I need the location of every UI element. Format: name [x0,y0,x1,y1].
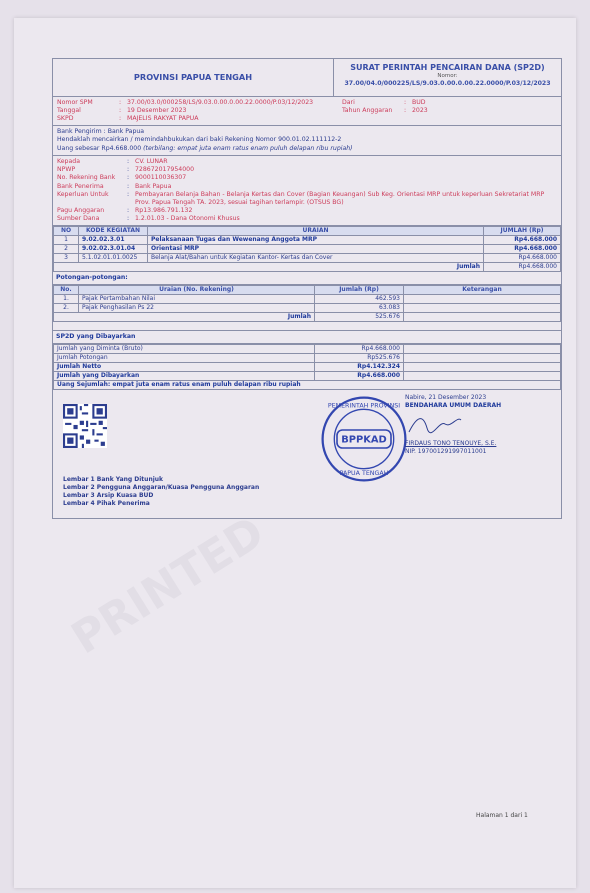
cell-jumlah: 63.083 [315,303,404,312]
recipient-pagu: Pagu Anggaran : Rp13.986.791.132 [57,207,557,215]
cell-jumlah: 462.593 [315,294,404,303]
table-row [54,362,561,371]
col-jumlah: JUMLAH (Rp) [484,227,561,236]
cell-uraian: Pajak Pertambahan Nilai [79,294,315,303]
table-row [54,236,561,245]
page-number: Halaman 1 dari 1 [476,812,528,819]
cell-kode: 9.02.02.3.01 [79,236,148,245]
table-header-row [54,227,561,236]
table-row [54,294,561,303]
meta-label: Tahun Anggaran [342,107,393,114]
cell-label: Jumlah yang Dibayarkan [54,371,315,380]
table-row [54,371,561,380]
lembar-list [63,476,259,508]
field-value: Bank Papua [135,182,172,190]
col-uraian: Uraian (No. Rekening) [79,285,315,294]
kegiatan-table [53,226,561,272]
recipient-keperluan: Keperluan Untuk : Pembayaran Belanja Bahan - Belanja Kertas dan Cover (Bagian Keuangan) Sub Keg. Orientasi MRP untuk keperluan Sekretariat MRP Prov. Papua Tengah TA. 2023, sesuai tagihan terlampir. (OTSUS BG) [57,191,557,207]
spacer [53,322,561,331]
recipient-bank: Bank Penerima : Bank Papua [57,183,557,191]
cell-uraian: Belanja Alat/Bahan untuk Kegiatan Kantor- Kertas dan Cover [148,254,484,263]
cell-label: Jumlah Potongan [54,353,315,362]
sejumlah-text: Uang Sejumlah: empat juta enam ratus enam puluh delapan ribu rupiah [54,380,561,389]
cell-keterangan [404,303,561,312]
document-header [53,59,561,97]
meta-value: 2023 [412,107,428,114]
total-value: Rp4.668.000 [484,263,561,272]
col-no: NO [54,227,79,236]
sp2d-table [53,344,561,390]
cell-empty [404,371,561,380]
recipient-npwp: NPWP : 728672017954000 [57,166,557,174]
col-no: No. [54,285,79,294]
lembar-item: Lembar 4 Pihak Penerima [63,499,150,507]
stamp-center-text: BPPKAD [341,434,387,446]
total-label: Jumlah [54,263,484,272]
cell-uraian: Pelaksanaan Tugas dan Wewenang Anggota MRP [148,236,484,245]
field-label: No. Rekening Bank [57,174,116,182]
meta-value: MAJELIS RAKYAT PAPUA [127,115,199,122]
meta-block [53,97,561,126]
cell-jumlah: Rp4.668.000 [484,236,561,245]
sign-name: FIRDAUS TONO TENOUYE, S.E. [405,440,497,448]
col-jumlah: Jumlah (Rp) [315,285,404,294]
field-value: CV. LUNAR [135,157,168,165]
field-label: NPWP [57,166,76,174]
qr-code [63,404,107,448]
meta-skpd: SKPD : MAJELIS RAKYAT PAPUA [57,115,199,122]
table-total-row [54,312,561,321]
recipient-block [53,156,561,226]
cell-keterangan [404,294,561,303]
cell-empty [404,344,561,353]
meta-label: Dari [342,99,355,106]
field-value: 1.2.01.03 - Dana Otonomi Khusus [135,214,240,222]
cell-no: 1 [54,236,79,245]
table-row [54,380,561,389]
table-total-row [54,263,561,272]
cell-keterangan [404,312,561,321]
cell-uraian: Pajak Penghasilan Ps 22 [79,303,315,312]
meta-tahun: Tahun Anggaran : 2023 [342,107,428,114]
col-uraian: URAIAN [148,227,484,236]
sign-role: BENDAHARA UMUM DAERAH [405,401,502,409]
cell-label: Jumlah yang Diminta (Bruto) [54,344,315,353]
meta-tanggal: Tanggal : 19 Desember 2023 [57,107,187,114]
stamp-top-text: PEMERINTAH PROVINSI [327,402,401,410]
table-row [54,254,561,263]
amount-label: Uang sebesar Rp4.668.000 [57,144,142,152]
bank-instruction [53,126,561,156]
table-header-row [54,285,561,294]
recipient-sumber: Sumber Dana : 1.2.01.03 - Dana Otonomi Khusus [57,215,557,223]
col-keterangan: Keterangan [404,285,561,294]
meta-dari: Dari : BUD [342,99,426,106]
field-label: Bank Penerima [57,182,104,190]
stamp-bottom-text: PAPUA TENGAH [339,469,389,477]
cell-no: 2. [54,303,79,312]
meta-label: Nomor SPM [57,99,93,106]
field-label: Pagu Anggaran [57,206,105,214]
potongan-title: Potongan-potongan: [53,272,561,285]
total-label: Jumlah [54,312,315,321]
bank-amount [57,145,557,153]
total-value: 525.676 [315,312,404,321]
nomor-label: Nomor: [437,73,458,79]
cell-jumlah: Rp4.668.000 [484,254,561,263]
official-stamp [319,394,409,484]
nomor-value: 37.00/04.0/000225/LS/9.03.0.00.0.00.22.0000/P.03/12/2023 [344,79,551,87]
field-label: Sumber Dana [57,214,100,222]
table-row [54,303,561,312]
table-row [54,245,561,254]
doc-title: SURAT PERINTAH PENCAIRAN DANA (SP2D) [350,63,545,72]
col-kode: KODE KEGIATAN [79,227,148,236]
lembar-item: Lembar 1 Bank Yang Ditunjuk [63,475,164,483]
sign-nip: NIP. 197001291997011001 [405,448,487,456]
cell-jumlah: Rp4.668.000 [484,245,561,254]
cell-label: Jumlah Netto [54,362,315,371]
sp2d-title: SP2D yang Dibayarkan [53,331,561,344]
cell-no: 3 [54,254,79,263]
recipient-kepada: Kepada : CV. LUNAR [57,158,557,166]
meta-value: 37.00/03.0/000258/LS/9.03.0.00.0.00.22.0000/P.03/12/2023 [127,99,314,106]
cell-value: Rp4.668.000 [315,344,404,353]
recipient-rekening: No. Rekening Bank : 9000110036307 [57,174,557,182]
sign-place-date: Nabire, 21 Desember 2023 [405,393,487,401]
meta-nomor-spm: Nomor SPM : 37.00/03.0/000258/LS/9.03.0.00.0.00.22.0000/P.03/12/2023 [57,99,314,106]
sp2d-document [52,58,562,519]
cell-value: Rp4.668.000 [315,371,404,380]
meta-label: SKPD [57,115,74,122]
cell-value: Rp4.142.324 [315,362,404,371]
table-row [54,344,561,353]
province-title: PROVINSI PAPUA TENGAH [53,59,334,96]
signature-area [53,390,561,518]
watermark: PRINTED [62,506,274,665]
table-row [54,353,561,362]
cell-empty [404,353,561,362]
field-value: 728672017954000 [135,166,195,174]
meta-value: BUD [412,99,426,106]
potongan-table [53,285,561,322]
bank-instruction-text: Hendaklah mencairkan / memindahbukukan dari baki Rekening Nomor 900.01.02.111112-2 [57,136,342,144]
lembar-item: Lembar 3 Arsip Kuasa BUD [63,491,154,499]
field-label: Keperluan Untuk [57,191,109,199]
lembar-item: Lembar 2 Pengguna Anggaran/Kuasa Pengguna Anggaran [63,483,260,491]
handwritten-signature [405,410,465,438]
cell-empty [404,362,561,371]
signature-block [405,394,501,457]
meta-label: Tanggal [57,107,81,114]
cell-kode: 9.02.02.3.01.04 [79,245,148,254]
doc-title-block [334,59,561,96]
cell-uraian: Orientasi MRP [148,245,484,254]
cell-kode: 5.1.02.01.01.0025 [79,254,148,263]
cell-no: 2 [54,245,79,254]
meta-value: 19 Desember 2023 [127,107,187,114]
field-value: Pembayaran Belanja Bahan - Belanja Kertas dan Cover (Bagian Keuangan) Sub Keg. Orientasi MRP untuk keperluan Sekretariat MRP Prov. Papua Tengah TA. 2023, sesuai tagihan terlampir. (OTSUS BG) [135,191,545,206]
bank-sender: Bank Pengirim : Bank Papua [57,128,145,135]
amount-terbilang: (terbilang: empat juta enam ratus enam puluh delapan ribu rupiah) [143,144,353,152]
field-value: Rp13.986.791.132 [135,206,193,214]
field-label: Kepada [57,157,80,165]
cell-value: Rp525.676 [315,353,404,362]
cell-no: 1. [54,294,79,303]
field-value: 9000110036307 [135,174,187,182]
